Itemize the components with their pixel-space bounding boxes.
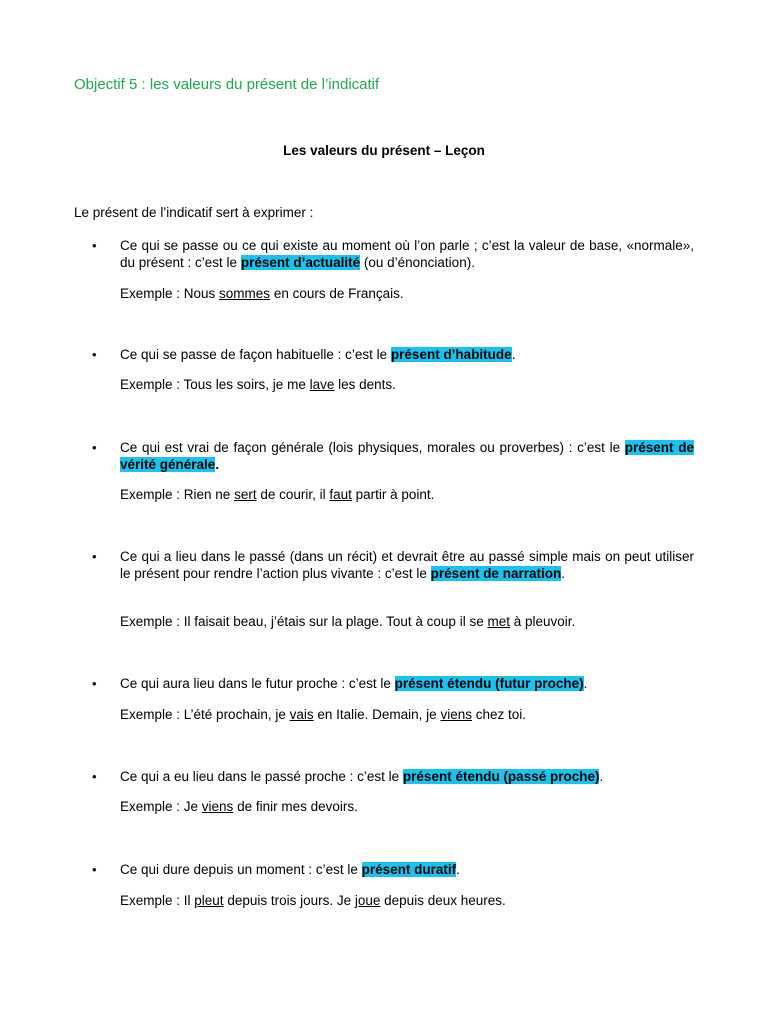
underlined-verb: joue (354, 893, 381, 908)
bullet-icon: • (92, 347, 97, 362)
underlined-verb: viens (201, 799, 234, 814)
list-item-text: Ce qui aura lieu dans le futur proche : c’est le présent étendu (futur proche). (120, 676, 588, 691)
highlighted-term: présent étendu (passé proche) (402, 769, 600, 784)
underlined-verb: sommes (219, 286, 271, 301)
bullet-icon: • (92, 440, 97, 455)
example-line: Exemple : Nous sommes en cours de Français. (120, 286, 404, 301)
underlined-verb: faut (329, 487, 352, 502)
list-item-text: Ce qui est vrai de façon générale (lois physiques, morales ou proverbes) : c’est le présent de vérité générale. (120, 440, 694, 472)
underlined-verb: lave (309, 377, 335, 392)
list-item-text: Ce qui se passe ou ce qui existe au moment où l’on parle ; c’est la valeur de base, «normale», du présent : c’est le présent d’actualité (ou d’énonciation). (120, 238, 694, 270)
highlighted-term: présent d’habitude (390, 347, 512, 362)
highlighted-term: présent étendu (futur proche) (394, 676, 584, 691)
example-line: Exemple : Il pleut depuis trois jours. Je joue depuis deux heures. (120, 893, 506, 908)
list-item (92, 768, 694, 785)
lesson-title: Les valeurs du présent – Leçon (283, 143, 485, 158)
underlined-verb: viens (440, 707, 472, 722)
list-item-text: Ce qui dure depuis un moment : c’est le présent duratif. (120, 862, 460, 877)
list-item (92, 346, 694, 363)
underlined-verb: pleut (194, 893, 224, 908)
bullet-icon: • (92, 549, 97, 564)
highlighted-term: présent de vérité générale (120, 440, 694, 472)
list-item (92, 237, 694, 271)
highlighted-term: présent d’actualité (240, 255, 361, 270)
list-item-text: Ce qui a lieu dans le passé (dans un récit) et devrait être au passé simple mais on peut utiliser le présent pour rendre l’action plus vivante : c’est le présent de narration. (120, 549, 694, 581)
example-line: Exemple : Rien ne sert de courir, il faut partir à point. (120, 487, 435, 502)
bullet-icon: • (92, 862, 97, 877)
list-item-text: Ce qui se passe de façon habituelle : c’est le présent d’habitude. (120, 347, 516, 362)
bullet-icon: • (92, 238, 97, 253)
bullet-icon: • (92, 769, 97, 784)
underlined-verb: sert (234, 487, 257, 502)
list-item (92, 861, 694, 878)
bullet-icon: • (92, 676, 97, 691)
example-line: Exemple : L’été prochain, je vais en Italie. Demain, je viens chez toi. (120, 707, 526, 722)
list-item (92, 548, 694, 582)
intro-text: Le présent de l’indicatif sert à exprimer : (74, 205, 314, 220)
underlined-verb: vais (289, 707, 314, 722)
example-line: Exemple : Je viens de finir mes devoirs. (120, 799, 358, 814)
list-item-text: Ce qui a eu lieu dans le passé proche : c’est le présent étendu (passé proche). (120, 769, 604, 784)
list-item (92, 439, 694, 473)
example-line: Exemple : Il faisait beau, j’étais sur la plage. Tout à coup il se met à pleuvoir. (120, 614, 576, 629)
objective-heading: Objectif 5 : les valeurs du présent de l’indicatif (74, 76, 380, 93)
example-line: Exemple : Tous les soirs, je me lave les dents. (120, 377, 396, 392)
list-item (92, 675, 694, 692)
highlighted-term: présent duratif (361, 862, 457, 877)
highlighted-term: présent de narration (430, 566, 562, 581)
underlined-verb: met (487, 614, 510, 629)
